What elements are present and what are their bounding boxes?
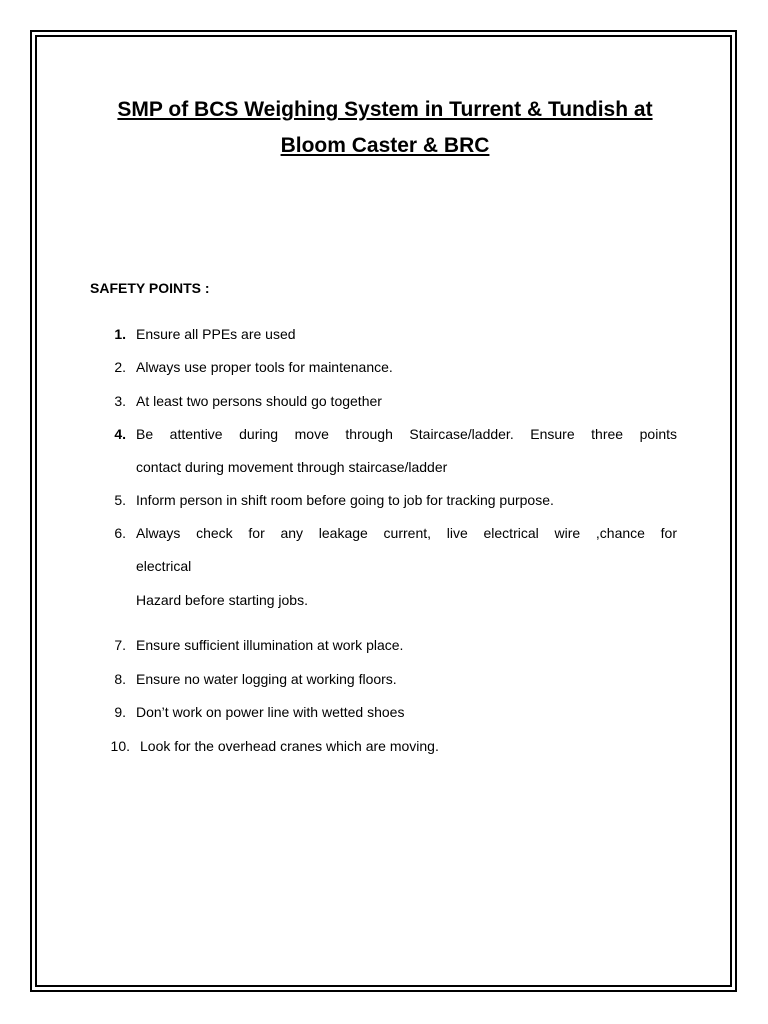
list-item: Ensure all PPEs are used (136, 326, 296, 342)
list-item-continuation: contact during movement through staircase/ladder (136, 459, 448, 475)
list-item: Don’t work on power line with wetted shoes (136, 704, 405, 720)
list-item: Be attentive during move through Staircase/ladder. Ensure three points (136, 426, 677, 442)
document-title-line-2: Bloom Caster & BRC (280, 134, 490, 157)
list-item-number: 7. (114, 637, 126, 653)
list-item: Always use proper tools for maintenance. (136, 359, 393, 375)
list-item-number: 8. (114, 671, 126, 687)
list-item-number: 9. (114, 704, 126, 720)
list-item: Inform person in shift room before going to job for tracking purpose. (136, 492, 554, 508)
list-item-number: 10. (110, 738, 130, 754)
list-item: Look for the overhead cranes which are moving. (140, 738, 439, 754)
document-title-line-1: SMP of BCS Weighing System in Turrent & Tundish at (117, 98, 653, 121)
list-item-number: 5. (114, 492, 126, 508)
page-border-inner (35, 35, 732, 987)
list-item-number: 2. (114, 359, 126, 375)
list-item-number: 6. (114, 525, 126, 541)
list-item-number: 3. (114, 393, 126, 409)
list-item-number: 1. (114, 326, 126, 342)
list-item-continuation: Hazard before starting jobs. (136, 592, 308, 608)
section-heading: SAFETY POINTS : (90, 280, 210, 296)
list-item: Always check for any leakage current, live electrical wire ,chance for (136, 525, 677, 541)
list-item: At least two persons should go together (136, 393, 382, 409)
list-item-continuation: electrical (136, 558, 192, 574)
list-item: Ensure sufficient illumination at work place. (136, 637, 404, 653)
list-item: Ensure no water logging at working floors. (136, 671, 397, 687)
list-item-number: 4. (114, 426, 126, 442)
